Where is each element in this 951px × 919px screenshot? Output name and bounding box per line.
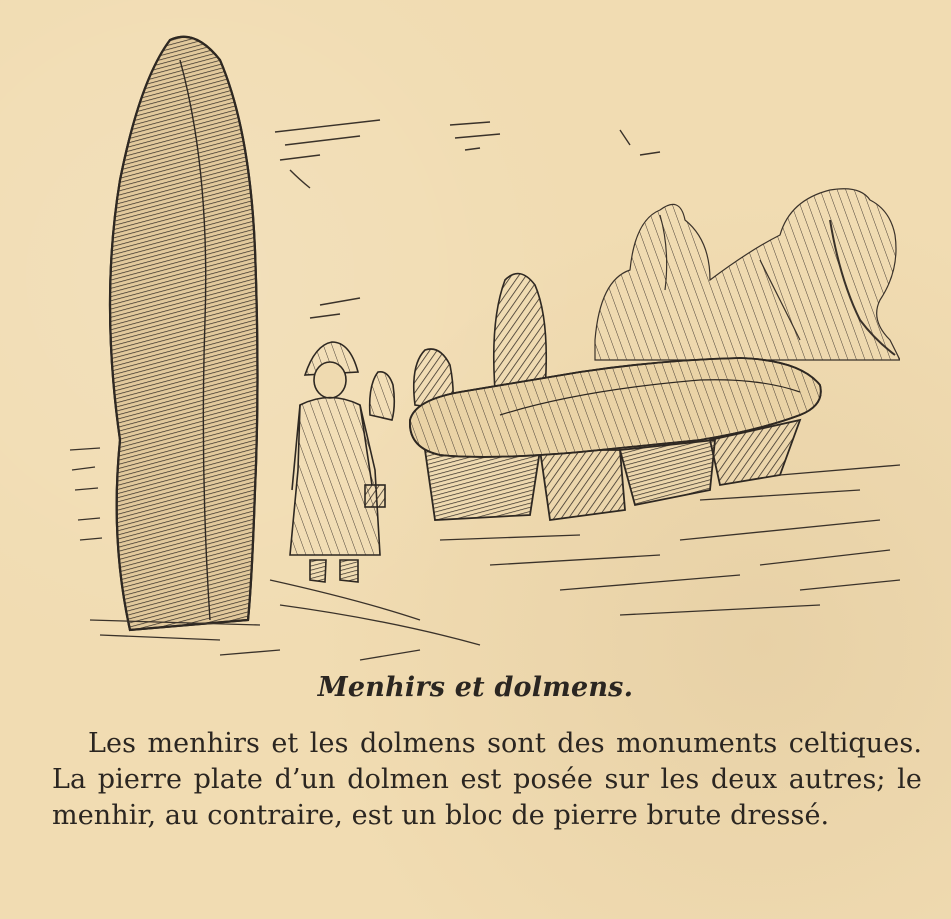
body-paragraph: Les menhirs et les dolmens sont des monuments celtiques. La pierre plate d’un dolmen est posée sur les deux autres; le menhir, au contraire, est un bloc de pierre brute dressé. — [52, 728, 922, 831]
trees — [595, 189, 900, 360]
menhir — [110, 37, 258, 630]
woman-figure — [290, 342, 385, 582]
engraving-svg — [60, 20, 900, 670]
menhirs-dolmens-illustration — [60, 20, 900, 670]
figure-caption: Menhirs et dolmens. — [317, 672, 634, 703]
sky-strokes — [275, 120, 660, 318]
